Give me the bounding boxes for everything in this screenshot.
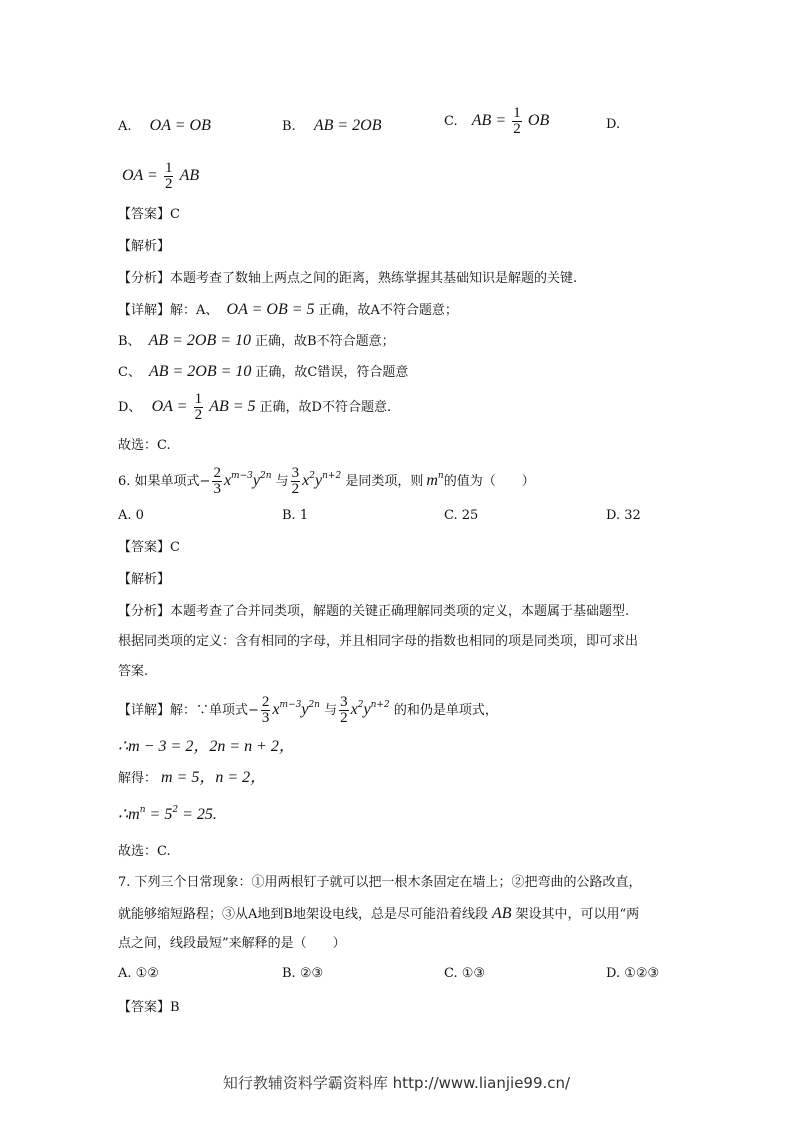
q6-option-c: C. 25 — [444, 508, 479, 523]
option-expr: AB = 2OB — [313, 117, 382, 134]
q5-detail-a: 【详解】解：A、 OA = OB = 5 正确，故A不符合题意； — [118, 301, 458, 318]
q5-choose: 故选：C. — [118, 438, 171, 453]
q7-option-b: B. ②③ — [282, 966, 324, 981]
option-label: C. — [444, 114, 458, 129]
q7-option-d: D. ①②③ — [606, 966, 660, 981]
q7-stem-1: 7. 下列三个日常现象：①用两根钉子就可以把一根木条固定在墙上；②把弯曲的公路改直， — [118, 875, 642, 890]
q6-choose: 故选：C. — [118, 844, 171, 859]
q5-detail-d: D、 OA = $\frac{1}{2}$ AB = 5 正确，故D不符合题意. — [118, 391, 392, 423]
q6-step-2: 解得： m = 5，n = 2， — [118, 769, 267, 786]
q5-fenxi: 【分析】本题考查了数轴上两点之间的距离，熟练掌握其基础知识是解题的关键. — [118, 271, 578, 286]
fraction: $\frac{3}{2}$ — [291, 465, 300, 497]
q7-option-a: A. ①② — [118, 966, 159, 981]
fraction: $\frac{2}{3}$ — [213, 465, 221, 497]
q5-option-a — [118, 117, 211, 135]
q6-option-b: B. 1 — [282, 508, 309, 523]
q5-answer: 【答案】C — [118, 207, 180, 222]
q5-option-d-label: D. — [606, 117, 621, 132]
q5-option-d-expr: OA = $\frac{1}{2}$ AB — [122, 160, 200, 192]
q6-fenxi-1: 【分析】本题考查了合并同类项，解题的关键正确理解同类项的定义，本题属于基础题型. — [118, 604, 630, 619]
fraction: $\frac{1}{2}$ — [194, 391, 203, 423]
q5-detail-b: B、 AB = 2OB = 10 正确，故B不符合题意； — [118, 332, 395, 349]
q5-detail-c: C、 AB = 2OB = 10 正确，故C错误，符合题意 — [118, 363, 409, 380]
fraction: $\frac{1}{2}$ — [164, 160, 173, 192]
q5-analysis-tag: 【解析】 — [118, 239, 171, 254]
q6-fenxi-2: 根据同类项的定义：含有相同的字母，并且相同字母的指数也相同的项是同类项，即可求出 — [118, 634, 639, 649]
q6-analysis-tag: 【解析】 — [118, 572, 171, 587]
q6-step-3: $\therefore m^n = 5^2 = 25$. — [118, 805, 217, 823]
q6-detail: 【详解】解：∵单项式− $\frac{2}{3}$ $x^{m-3}y^{2n}$ 与 $\frac{3}{2}$ $x^2y^{n+2}$ 的和仍是单项式， — [118, 694, 498, 726]
fraction: $\frac{3}{2}$ — [340, 694, 348, 726]
option-label: B. — [282, 119, 296, 134]
option-expr: OA = OB — [149, 117, 211, 134]
q6-answer: 【答案】C — [118, 540, 180, 555]
q7-stem-2: 就能够缩短路程；③从A地到B地架设电线，总是尽可能沿着线段 AB 架设其中，可以用“两 — [118, 905, 640, 922]
page-footer: 知行教辅资料学霸资料库 http://www.lianjie99.cn/ — [222, 1074, 571, 1092]
q6-option-a: A. 0 — [118, 508, 144, 523]
q7-option-c: C. ①③ — [444, 966, 486, 981]
option-expr: OB — [527, 112, 550, 129]
q7-answer: 【答案】B — [118, 1000, 180, 1015]
fraction: $\frac{2}{3}$ — [261, 694, 270, 726]
q5-option-b — [282, 117, 382, 135]
q6-fenxi-3: 答案. — [118, 664, 149, 679]
q6-option-d: D. 32 — [606, 508, 641, 523]
option-label: A. — [118, 119, 132, 134]
option-expr: AB = — [471, 112, 507, 129]
q5-option-c — [444, 106, 549, 137]
fraction: $\frac{1}{2}$ — [513, 105, 521, 137]
q6-stem: 6. 如果单项式− $\frac{2}{3}$ $x^{m-3}y^{2n}$ 与 $\frac{3}{2}$ $x^2y^{n+2}$ 是同类项，则 $m^n$的值为（ ） — [118, 465, 535, 497]
q7-stem-3: 点之间，线段最短”来解释的是（ ） — [118, 936, 346, 951]
q6-step-1: ∴m − 3 = 2，2n = n + 2， — [118, 738, 295, 755]
